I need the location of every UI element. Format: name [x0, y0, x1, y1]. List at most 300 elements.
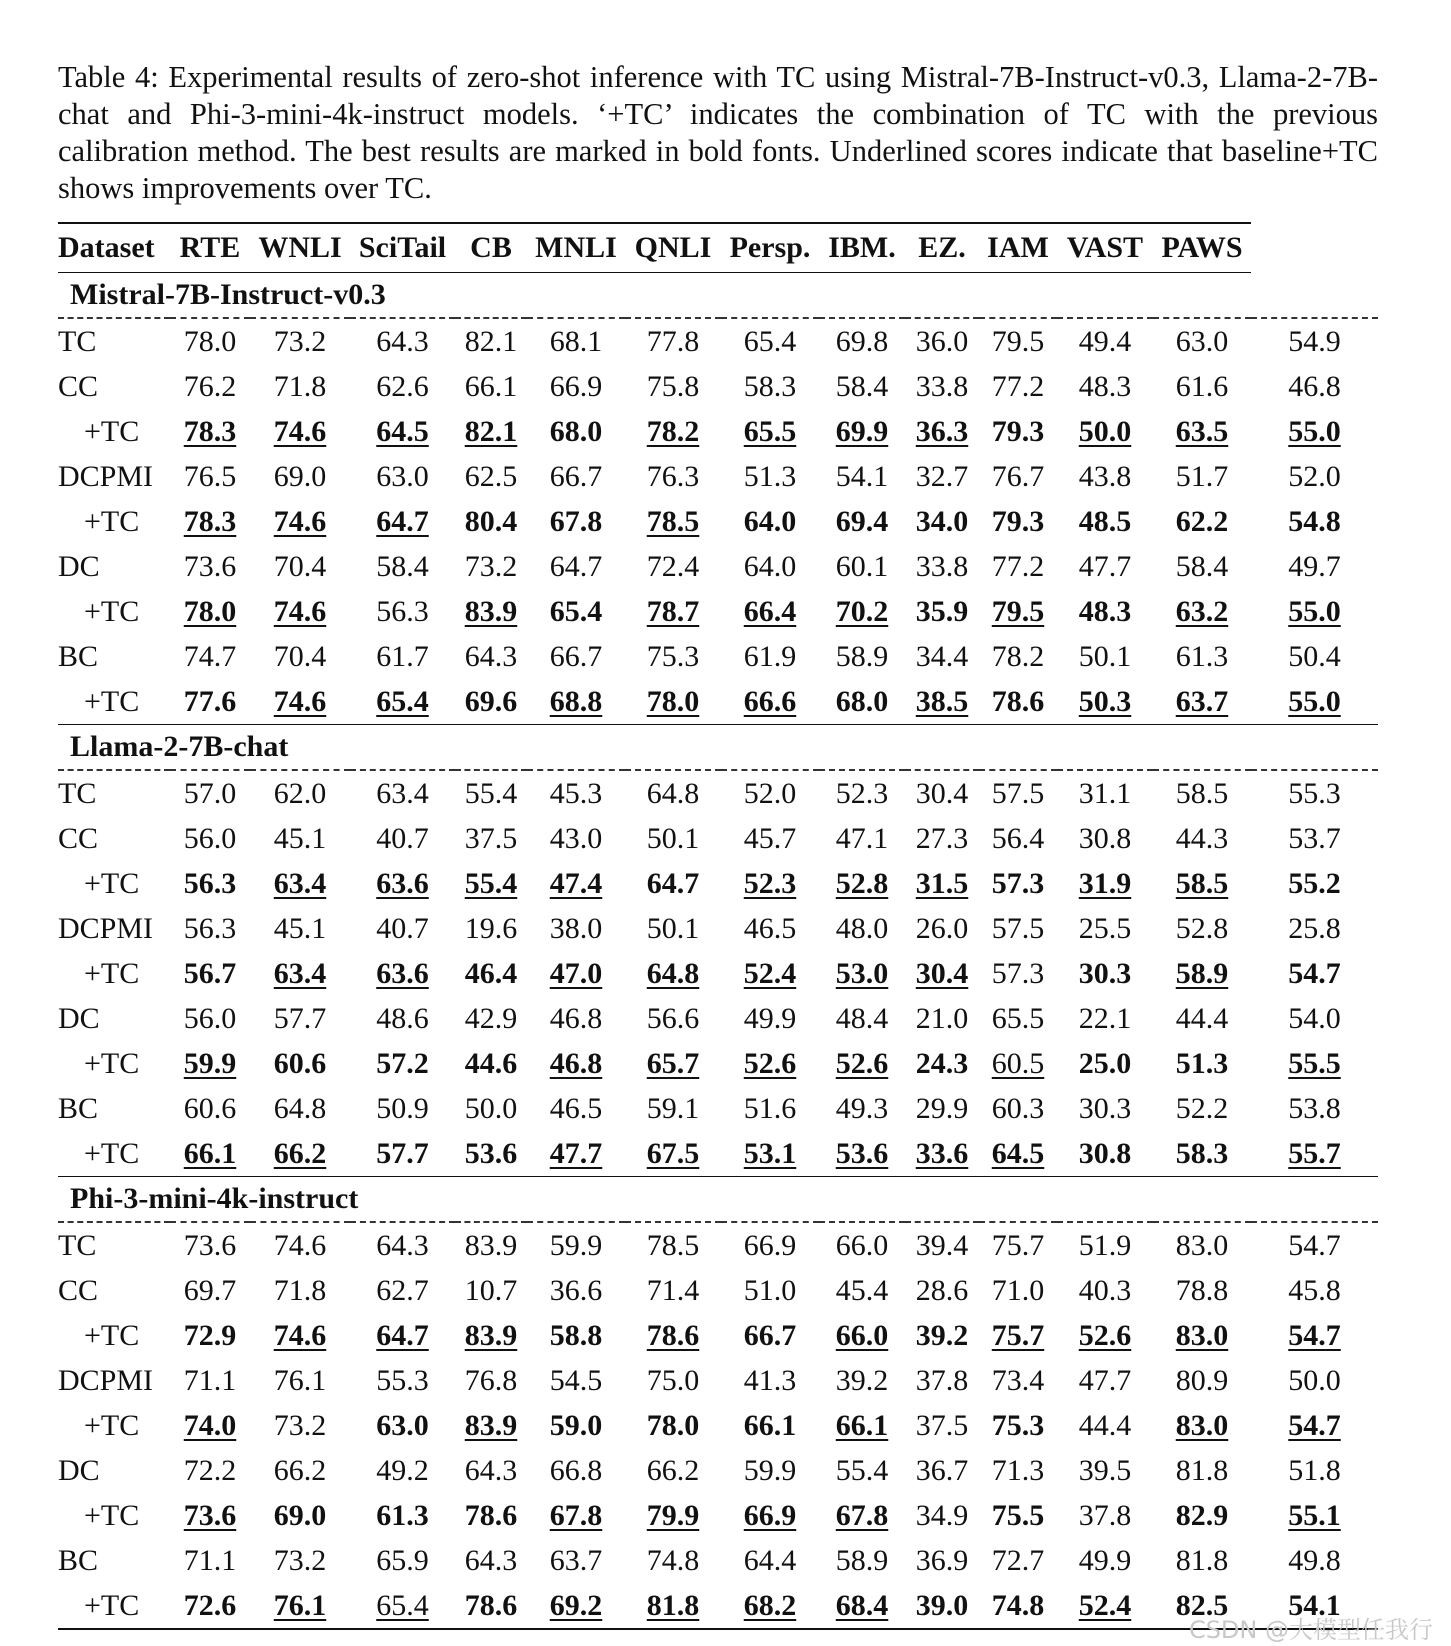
- model-group-header: [58, 273, 1378, 319]
- score-cell: [625, 589, 721, 634]
- score-value: 70.4: [273, 549, 327, 583]
- score-value: 63.6: [376, 866, 429, 900]
- score-value: 60.1: [835, 549, 889, 583]
- table-row: [58, 544, 1378, 589]
- score-value: 64.5: [991, 1136, 1045, 1170]
- score-value: 66.1: [464, 369, 518, 403]
- score-value: 64.3: [464, 1543, 518, 1577]
- score-cell: [350, 1403, 455, 1448]
- score-value: 62.0: [273, 776, 327, 810]
- table-body: [58, 273, 1378, 1630]
- score-cell: [250, 996, 350, 1041]
- score-value: 79.3: [991, 504, 1045, 538]
- score-value: 10.7: [464, 1273, 518, 1307]
- table-row: [58, 1131, 1378, 1177]
- score-cell: [1057, 499, 1153, 544]
- score-cell: [527, 1403, 625, 1448]
- method-label: DC: [58, 1453, 100, 1487]
- score-value: 63.0: [1175, 324, 1229, 358]
- score-value: 75.3: [991, 1408, 1045, 1442]
- score-value: 64.3: [464, 1453, 518, 1487]
- score-value: 59.0: [549, 1408, 603, 1442]
- score-value: 77.2: [991, 549, 1045, 583]
- score-cell: [1153, 861, 1251, 906]
- score-value: 66.1: [183, 1136, 237, 1170]
- score-value: 44.6: [464, 1046, 518, 1080]
- score-value: 62.2: [1175, 504, 1229, 538]
- table-row: [58, 364, 1378, 409]
- score-cell: [250, 454, 350, 499]
- score-value: 69.2: [549, 1588, 603, 1622]
- score-cell: [350, 996, 455, 1041]
- score-cell: [350, 1268, 455, 1313]
- score-cell: [455, 589, 527, 634]
- score-cell: [1153, 589, 1251, 634]
- score-cell: [721, 1493, 819, 1538]
- score-value: 54.7: [1288, 956, 1341, 990]
- score-value: 48.3: [1078, 369, 1132, 403]
- score-cell: [819, 499, 905, 544]
- score-value: 50.1: [646, 911, 700, 945]
- score-value: 58.4: [1175, 549, 1229, 583]
- score-value: 80.4: [464, 504, 518, 538]
- score-value: 50.3: [1078, 684, 1132, 718]
- score-cell: [455, 816, 527, 861]
- score-value: 63.0: [376, 1408, 429, 1442]
- score-cell: [455, 1268, 527, 1313]
- method-label: +TC: [84, 1318, 140, 1352]
- score-cell: [1153, 1222, 1251, 1268]
- score-cell: [1251, 1403, 1378, 1448]
- score-value: 66.8: [549, 1453, 603, 1487]
- score-value: 58.3: [1175, 1136, 1229, 1170]
- score-cell: [625, 1086, 721, 1131]
- table-row: [58, 816, 1378, 861]
- score-value: 46.4: [464, 956, 518, 990]
- model-group-header: [58, 725, 1378, 771]
- score-cell: [455, 1222, 527, 1268]
- score-value: 35.9: [915, 594, 969, 628]
- score-cell: [819, 1086, 905, 1131]
- score-value: 59.9: [183, 1046, 237, 1080]
- score-value: 83.9: [464, 1408, 518, 1442]
- score-cell: [819, 454, 905, 499]
- score-cell: [170, 861, 250, 906]
- score-value: 45.1: [273, 821, 327, 855]
- score-value: 78.8: [1175, 1273, 1229, 1307]
- score-value: 60.3: [991, 1091, 1045, 1125]
- score-cell: [905, 1222, 979, 1268]
- score-cell: [819, 1538, 905, 1583]
- score-cell: [905, 544, 979, 589]
- score-cell: [1251, 1313, 1378, 1358]
- score-value: 74.6: [273, 504, 327, 538]
- score-value: 58.4: [835, 369, 889, 403]
- score-value: 52.6: [743, 1046, 797, 1080]
- score-value: 30.4: [915, 956, 969, 990]
- score-value: 31.5: [915, 866, 969, 900]
- score-cell: [250, 770, 350, 816]
- score-cell: [527, 770, 625, 816]
- score-cell: [819, 906, 905, 951]
- score-cell: [350, 589, 455, 634]
- score-cell: [170, 1583, 250, 1629]
- score-value: 78.2: [991, 639, 1045, 673]
- score-cell: [170, 951, 250, 996]
- score-cell: [350, 1538, 455, 1583]
- score-value: 80.9: [1175, 1363, 1229, 1397]
- score-value: 69.0: [273, 1498, 327, 1532]
- score-value: 81.8: [1175, 1453, 1229, 1487]
- score-cell: [455, 544, 527, 589]
- score-cell: [979, 634, 1057, 679]
- score-value: 71.4: [646, 1273, 700, 1307]
- score-cell: [1251, 1493, 1378, 1538]
- score-value: 67.8: [835, 1498, 889, 1532]
- score-cell: [455, 770, 527, 816]
- score-cell: [455, 1583, 527, 1629]
- score-cell: [1251, 1268, 1378, 1313]
- score-value: 49.3: [835, 1091, 889, 1125]
- score-cell: [819, 318, 905, 364]
- score-cell: [1153, 364, 1251, 409]
- score-value: 57.7: [376, 1136, 429, 1170]
- table-row: [58, 1222, 1378, 1268]
- score-cell: [170, 634, 250, 679]
- score-value: 30.8: [1078, 821, 1132, 855]
- score-cell: [625, 816, 721, 861]
- results-table-container: [58, 222, 1378, 1630]
- score-value: 62.6: [376, 369, 429, 403]
- score-cell: [625, 1403, 721, 1448]
- score-value: 60.6: [183, 1091, 237, 1125]
- score-value: 71.3: [991, 1453, 1045, 1487]
- score-cell: [1251, 409, 1378, 454]
- score-cell: [721, 679, 819, 725]
- score-value: 52.0: [1288, 459, 1341, 493]
- score-value: 82.1: [464, 324, 518, 358]
- score-cell: [350, 1583, 455, 1629]
- score-value: 31.1: [1078, 776, 1132, 810]
- score-value: 55.0: [1288, 684, 1341, 718]
- score-value: 46.8: [1288, 369, 1341, 403]
- score-cell: [819, 770, 905, 816]
- score-value: 63.7: [1175, 684, 1229, 718]
- score-value: 64.5: [376, 414, 429, 448]
- score-value: 21.0: [915, 1001, 969, 1035]
- score-cell: [625, 1131, 721, 1177]
- score-cell: [721, 861, 819, 906]
- score-cell: [250, 1583, 350, 1629]
- score-value: 51.0: [743, 1273, 797, 1307]
- score-cell: [1153, 1313, 1251, 1358]
- score-cell: [625, 318, 721, 364]
- score-value: 58.9: [835, 639, 889, 673]
- score-cell: [170, 499, 250, 544]
- score-cell: [721, 409, 819, 454]
- score-value: 64.8: [273, 1091, 327, 1125]
- score-cell: [979, 861, 1057, 906]
- score-cell: [170, 1313, 250, 1358]
- score-cell: [1251, 951, 1378, 996]
- score-cell: [250, 906, 350, 951]
- score-cell: [1057, 544, 1153, 589]
- score-value: 77.2: [991, 369, 1045, 403]
- score-value: 63.0: [376, 459, 429, 493]
- score-value: 48.3: [1078, 594, 1132, 628]
- score-value: 78.0: [646, 684, 700, 718]
- score-value: 67.8: [549, 1498, 603, 1532]
- score-value: 74.6: [273, 594, 327, 628]
- score-cell: [1153, 318, 1251, 364]
- score-cell: [1251, 1538, 1378, 1583]
- score-cell: [1153, 544, 1251, 589]
- score-value: 40.7: [376, 911, 429, 945]
- score-value: 46.8: [549, 1046, 603, 1080]
- score-cell: [350, 951, 455, 996]
- score-value: 50.9: [376, 1091, 429, 1125]
- column-header: IBM.: [819, 223, 905, 273]
- score-cell: [905, 1313, 979, 1358]
- score-value: 68.8: [549, 684, 603, 718]
- score-value: 57.3: [991, 956, 1045, 990]
- model-group-header: [58, 1177, 1378, 1223]
- score-cell: [1057, 1493, 1153, 1538]
- score-value: 58.9: [835, 1543, 889, 1577]
- score-cell: [527, 1448, 625, 1493]
- score-value: 41.3: [743, 1363, 797, 1397]
- score-value: 48.0: [835, 911, 889, 945]
- method-label: +TC: [84, 504, 140, 538]
- score-cell: [721, 1358, 819, 1403]
- score-cell: [905, 589, 979, 634]
- score-cell: [527, 1538, 625, 1583]
- score-cell: [527, 318, 625, 364]
- score-value: 66.7: [743, 1318, 797, 1352]
- method-label: CC: [58, 1273, 99, 1307]
- score-value: 58.3: [743, 369, 797, 403]
- score-cell: [625, 1041, 721, 1086]
- score-value: 83.0: [1175, 1318, 1229, 1352]
- score-value: 66.0: [835, 1228, 889, 1262]
- score-cell: [1153, 634, 1251, 679]
- score-cell: [905, 1041, 979, 1086]
- score-cell: [350, 454, 455, 499]
- score-cell: [350, 544, 455, 589]
- score-value: 73.6: [183, 549, 237, 583]
- score-value: 44.3: [1175, 821, 1229, 855]
- score-cell: [1153, 499, 1251, 544]
- score-value: 45.3: [549, 776, 603, 810]
- score-value: 53.8: [1288, 1091, 1341, 1125]
- score-value: 54.7: [1288, 1228, 1341, 1262]
- score-value: 55.2: [1288, 866, 1341, 900]
- score-cell: [979, 996, 1057, 1041]
- score-cell: [1057, 454, 1153, 499]
- score-value: 58.8: [549, 1318, 603, 1352]
- score-value: 53.7: [1288, 821, 1341, 855]
- score-cell: [527, 906, 625, 951]
- score-value: 79.3: [991, 414, 1045, 448]
- score-value: 66.9: [549, 369, 603, 403]
- score-cell: [1251, 1041, 1378, 1086]
- score-value: 47.1: [835, 821, 889, 855]
- score-value: 75.7: [991, 1228, 1045, 1262]
- score-cell: [905, 996, 979, 1041]
- column-header: VAST: [1057, 223, 1153, 273]
- score-cell: [350, 1086, 455, 1131]
- score-cell: [819, 589, 905, 634]
- score-cell: [721, 1222, 819, 1268]
- score-cell: [1057, 906, 1153, 951]
- score-cell: [721, 770, 819, 816]
- score-cell: [625, 951, 721, 996]
- score-value: 56.3: [183, 911, 237, 945]
- score-cell: [1251, 861, 1378, 906]
- score-cell: [905, 634, 979, 679]
- score-value: 54.1: [1288, 1588, 1341, 1622]
- score-value: 78.2: [646, 414, 700, 448]
- score-cell: [350, 364, 455, 409]
- results-table: [58, 222, 1378, 1630]
- score-cell: [455, 634, 527, 679]
- score-cell: [350, 1358, 455, 1403]
- score-cell: [905, 1538, 979, 1583]
- score-cell: [527, 996, 625, 1041]
- score-value: 64.0: [743, 504, 797, 538]
- score-cell: [721, 1086, 819, 1131]
- score-cell: [1057, 318, 1153, 364]
- score-value: 66.7: [549, 639, 603, 673]
- score-cell: [819, 1313, 905, 1358]
- score-value: 81.8: [1175, 1543, 1229, 1577]
- score-value: 54.0: [1288, 1001, 1341, 1035]
- score-value: 83.9: [464, 1318, 518, 1352]
- score-cell: [819, 1583, 905, 1629]
- method-label: DCPMI: [58, 911, 154, 945]
- score-cell: [1251, 996, 1378, 1041]
- score-value: 49.7: [1288, 549, 1341, 583]
- score-value: 78.6: [991, 684, 1045, 718]
- score-cell: [1153, 996, 1251, 1041]
- score-value: 34.9: [915, 1498, 969, 1532]
- score-cell: [455, 1448, 527, 1493]
- score-cell: [350, 318, 455, 364]
- score-value: 50.1: [646, 821, 700, 855]
- score-cell: [527, 589, 625, 634]
- score-cell: [819, 409, 905, 454]
- score-cell: [979, 1131, 1057, 1177]
- score-cell: [455, 364, 527, 409]
- score-cell: [721, 1538, 819, 1583]
- score-cell: [1153, 1131, 1251, 1177]
- score-cell: [721, 544, 819, 589]
- table-row: [58, 318, 1378, 364]
- score-cell: [721, 499, 819, 544]
- score-value: 69.8: [835, 324, 889, 358]
- score-value: 45.8: [1288, 1273, 1341, 1307]
- score-cell: [625, 544, 721, 589]
- score-cell: [170, 1448, 250, 1493]
- score-value: 50.1: [1078, 639, 1132, 673]
- table-row: [58, 996, 1378, 1041]
- score-value: 72.9: [183, 1318, 237, 1352]
- score-cell: [1057, 634, 1153, 679]
- score-cell: [250, 1448, 350, 1493]
- score-cell: [1057, 861, 1153, 906]
- score-cell: [905, 906, 979, 951]
- score-cell: [250, 1131, 350, 1177]
- score-value: 68.0: [549, 414, 603, 448]
- score-value: 51.8: [1288, 1453, 1341, 1487]
- score-cell: [1251, 318, 1378, 364]
- score-value: 65.4: [743, 324, 797, 358]
- score-value: 28.6: [915, 1273, 969, 1307]
- score-value: 72.7: [991, 1543, 1045, 1577]
- score-value: 49.9: [743, 1001, 797, 1035]
- score-cell: [1153, 770, 1251, 816]
- score-value: 55.4: [464, 866, 518, 900]
- score-value: 54.1: [835, 459, 889, 493]
- score-cell: [527, 1222, 625, 1268]
- table-row: [58, 679, 1378, 725]
- score-cell: [625, 1268, 721, 1313]
- score-value: 75.8: [646, 369, 700, 403]
- score-cell: [721, 1131, 819, 1177]
- score-cell: [170, 1131, 250, 1177]
- score-cell: [905, 1358, 979, 1403]
- score-cell: [350, 409, 455, 454]
- score-cell: [1057, 364, 1153, 409]
- score-value: 56.4: [991, 821, 1045, 855]
- score-cell: [527, 1268, 625, 1313]
- score-value: 76.1: [273, 1588, 327, 1622]
- score-cell: [625, 499, 721, 544]
- score-value: 58.5: [1175, 866, 1229, 900]
- score-value: 57.5: [991, 776, 1045, 810]
- score-value: 38.5: [915, 684, 969, 718]
- score-cell: [527, 951, 625, 996]
- score-value: 49.8: [1288, 1543, 1341, 1577]
- score-value: 33.6: [915, 1136, 969, 1170]
- score-value: 73.6: [183, 1498, 237, 1532]
- score-value: 47.4: [549, 866, 603, 900]
- score-value: 79.5: [991, 324, 1045, 358]
- score-cell: [170, 1268, 250, 1313]
- score-value: 74.6: [273, 1228, 327, 1262]
- score-value: 66.4: [743, 594, 797, 628]
- score-value: 76.8: [464, 1363, 518, 1397]
- score-cell: [250, 816, 350, 861]
- score-cell: [905, 1131, 979, 1177]
- score-cell: [819, 679, 905, 725]
- score-value: 25.0: [1078, 1046, 1132, 1080]
- score-cell: [1057, 996, 1153, 1041]
- score-cell: [455, 318, 527, 364]
- score-value: 63.4: [273, 956, 327, 990]
- score-value: 45.1: [273, 911, 327, 945]
- score-value: 69.9: [835, 414, 889, 448]
- score-value: 52.4: [1078, 1588, 1132, 1622]
- score-value: 75.7: [991, 1318, 1045, 1352]
- score-cell: [170, 996, 250, 1041]
- table-row: [58, 1313, 1378, 1358]
- score-cell: [1153, 679, 1251, 725]
- score-value: 75.3: [646, 639, 700, 673]
- score-cell: [1057, 951, 1153, 996]
- score-value: 66.2: [273, 1136, 327, 1170]
- score-cell: [170, 1358, 250, 1403]
